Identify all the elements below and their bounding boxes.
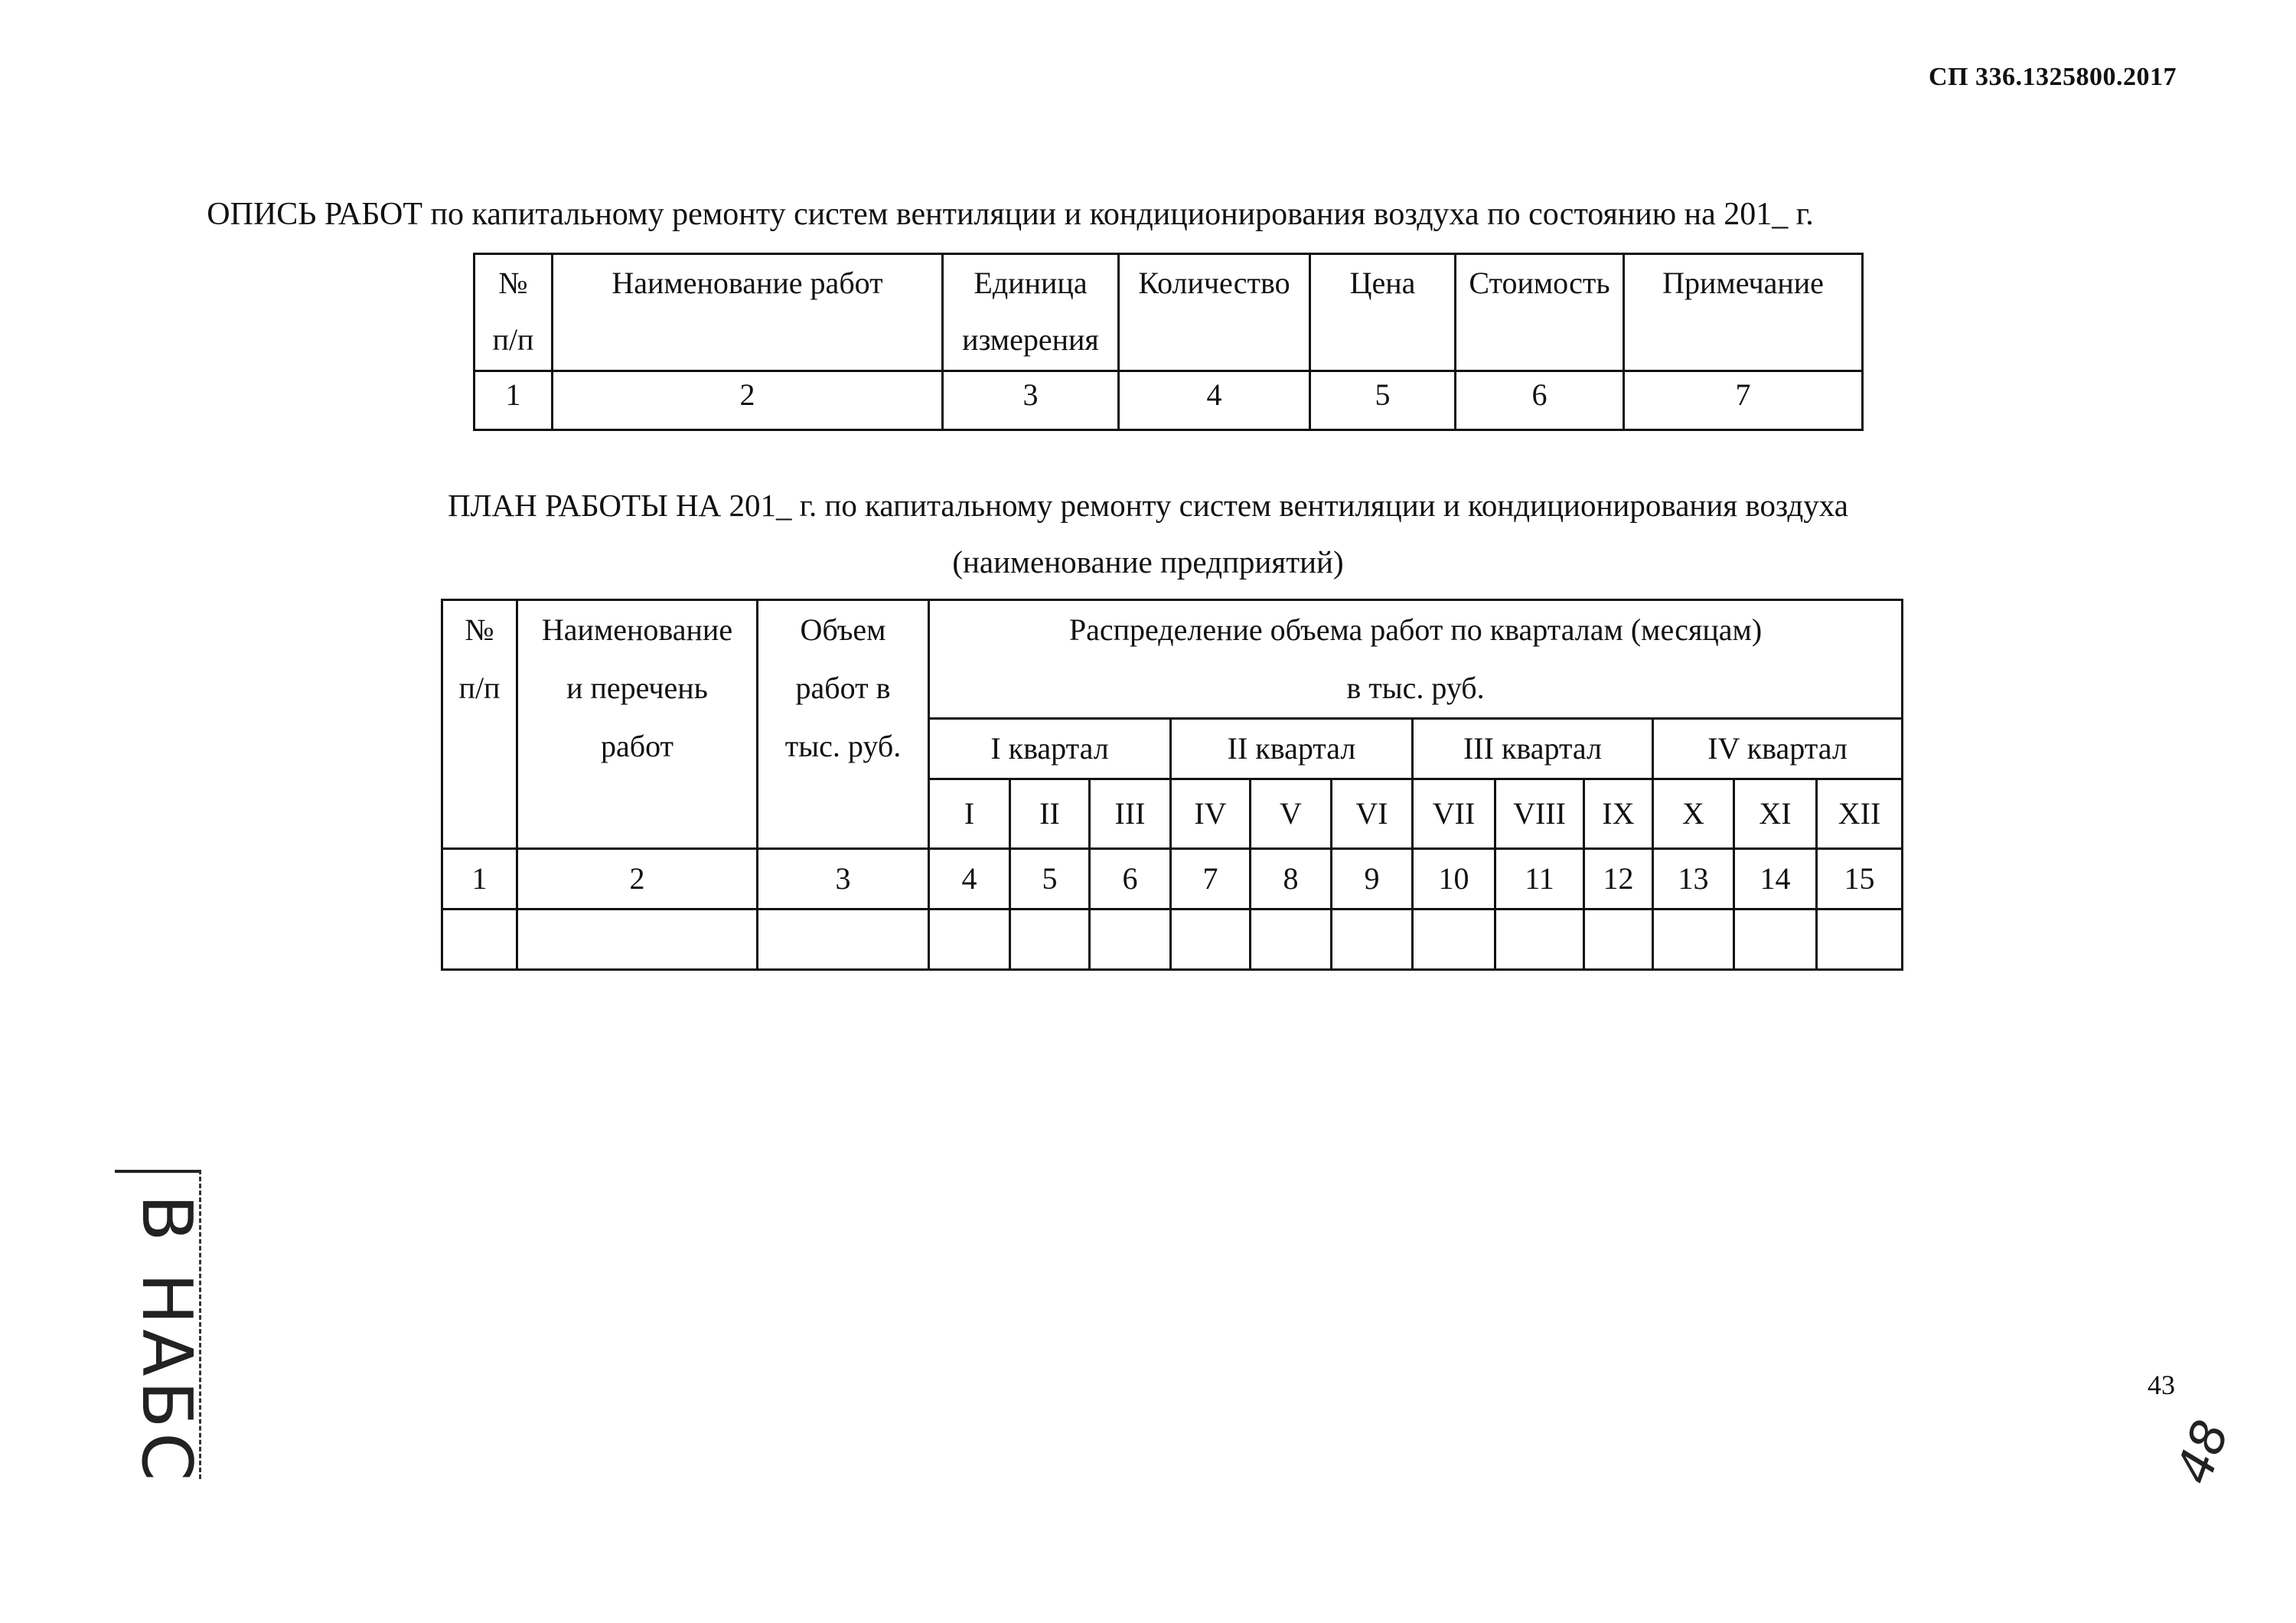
plan-header-row: [442, 600, 1903, 719]
empty-cell: [758, 909, 929, 970]
empty-cell: [1332, 909, 1413, 970]
column-number: 2: [517, 849, 758, 909]
month-cell: X: [1653, 779, 1734, 849]
empty-cell: [1251, 909, 1332, 970]
page-number: 43: [2148, 1370, 2175, 1400]
quarter-cell: I квартал: [929, 719, 1171, 779]
inventory-header-cell: Цена: [1310, 254, 1456, 371]
column-number: 7: [1624, 371, 1863, 430]
column-number: 7: [1171, 849, 1251, 909]
inventory-header-row: [475, 254, 1863, 371]
column-number: 3: [943, 371, 1119, 430]
plan-number-row: [442, 849, 1903, 909]
inventory-header-cell: № п/п: [475, 254, 553, 371]
column-number: 9: [1332, 849, 1413, 909]
column-number: 1: [442, 849, 517, 909]
column-number: 3: [758, 849, 929, 909]
column-number: 4: [929, 849, 1010, 909]
month-cell: VI: [1332, 779, 1413, 849]
plan-table: [441, 599, 1903, 971]
plan-header-name: Наименование и перечень работ: [517, 600, 758, 849]
inventory-header-cell: Количество: [1119, 254, 1310, 371]
plan-title: ПЛАН РАБОТЫ НА 201_ г. по капитальному ремонту систем вентиляции и кондиционирования воздуха: [448, 488, 1848, 523]
month-cell: I: [929, 779, 1010, 849]
inventory-header-cell: Примечание: [1624, 254, 1863, 371]
quarter-cell: III квартал: [1413, 719, 1653, 779]
month-cell: VIII: [1495, 779, 1584, 849]
month-cell: IX: [1584, 779, 1653, 849]
inventory-header-cell: Единица измерения: [943, 254, 1119, 371]
plan-empty-row: [442, 909, 1903, 970]
month-cell: XI: [1734, 779, 1817, 849]
empty-cell: [517, 909, 758, 970]
empty-cell: [1817, 909, 1903, 970]
column-number: 15: [1817, 849, 1903, 909]
inventory-header-cell: Наименование работ: [553, 254, 943, 371]
empty-cell: [1090, 909, 1171, 970]
plan-header-volume: Объем работ в тыс. руб.: [758, 600, 929, 849]
quarter-cell: II квартал: [1171, 719, 1413, 779]
inventory-header-cell: Стоимость: [1456, 254, 1624, 371]
month-cell: XII: [1817, 779, 1903, 849]
month-cell: II: [1010, 779, 1090, 849]
plan-header-distribution: Распределение объема работ по кварталам (месяцам) в тыс. руб.: [929, 600, 1903, 719]
empty-cell: [1413, 909, 1495, 970]
month-cell: IV: [1171, 779, 1251, 849]
column-number: 14: [1734, 849, 1817, 909]
handwritten-mark: 48: [2166, 1413, 2241, 1491]
empty-cell: [1495, 909, 1584, 970]
archive-stamp: В НАБС: [126, 1194, 207, 1486]
column-number: 6: [1456, 371, 1624, 430]
inventory-title: ОПИСЬ РАБОТ по капитальному ремонту систем вентиляции и кондиционирования воздуха по состоянию на 201_ г.: [207, 197, 1814, 232]
empty-cell: [1171, 909, 1251, 970]
inventory-table: [473, 253, 1864, 431]
column-number: 8: [1251, 849, 1332, 909]
empty-cell: [1734, 909, 1817, 970]
column-number: 6: [1090, 849, 1171, 909]
month-cell: VII: [1413, 779, 1495, 849]
empty-cell: [1010, 909, 1090, 970]
column-number: 13: [1653, 849, 1734, 909]
column-number: 11: [1495, 849, 1584, 909]
month-cell: V: [1251, 779, 1332, 849]
month-cell: III: [1090, 779, 1171, 849]
column-number: 5: [1010, 849, 1090, 909]
plan-subtitle: (наименование предприятий): [952, 544, 1344, 580]
column-number: 12: [1584, 849, 1653, 909]
plan-header-num: № п/п: [442, 600, 517, 849]
empty-cell: [442, 909, 517, 970]
column-number: 5: [1310, 371, 1456, 430]
document-code: СП 336.1325800.2017: [1929, 63, 2177, 91]
column-number: 1: [475, 371, 553, 430]
empty-cell: [1584, 909, 1653, 970]
column-number: 2: [553, 371, 943, 430]
quarter-cell: IV квартал: [1653, 719, 1903, 779]
empty-cell: [929, 909, 1010, 970]
column-number: 10: [1413, 849, 1495, 909]
inventory-number-row: [475, 371, 1863, 430]
column-number: 4: [1119, 371, 1310, 430]
empty-cell: [1653, 909, 1734, 970]
